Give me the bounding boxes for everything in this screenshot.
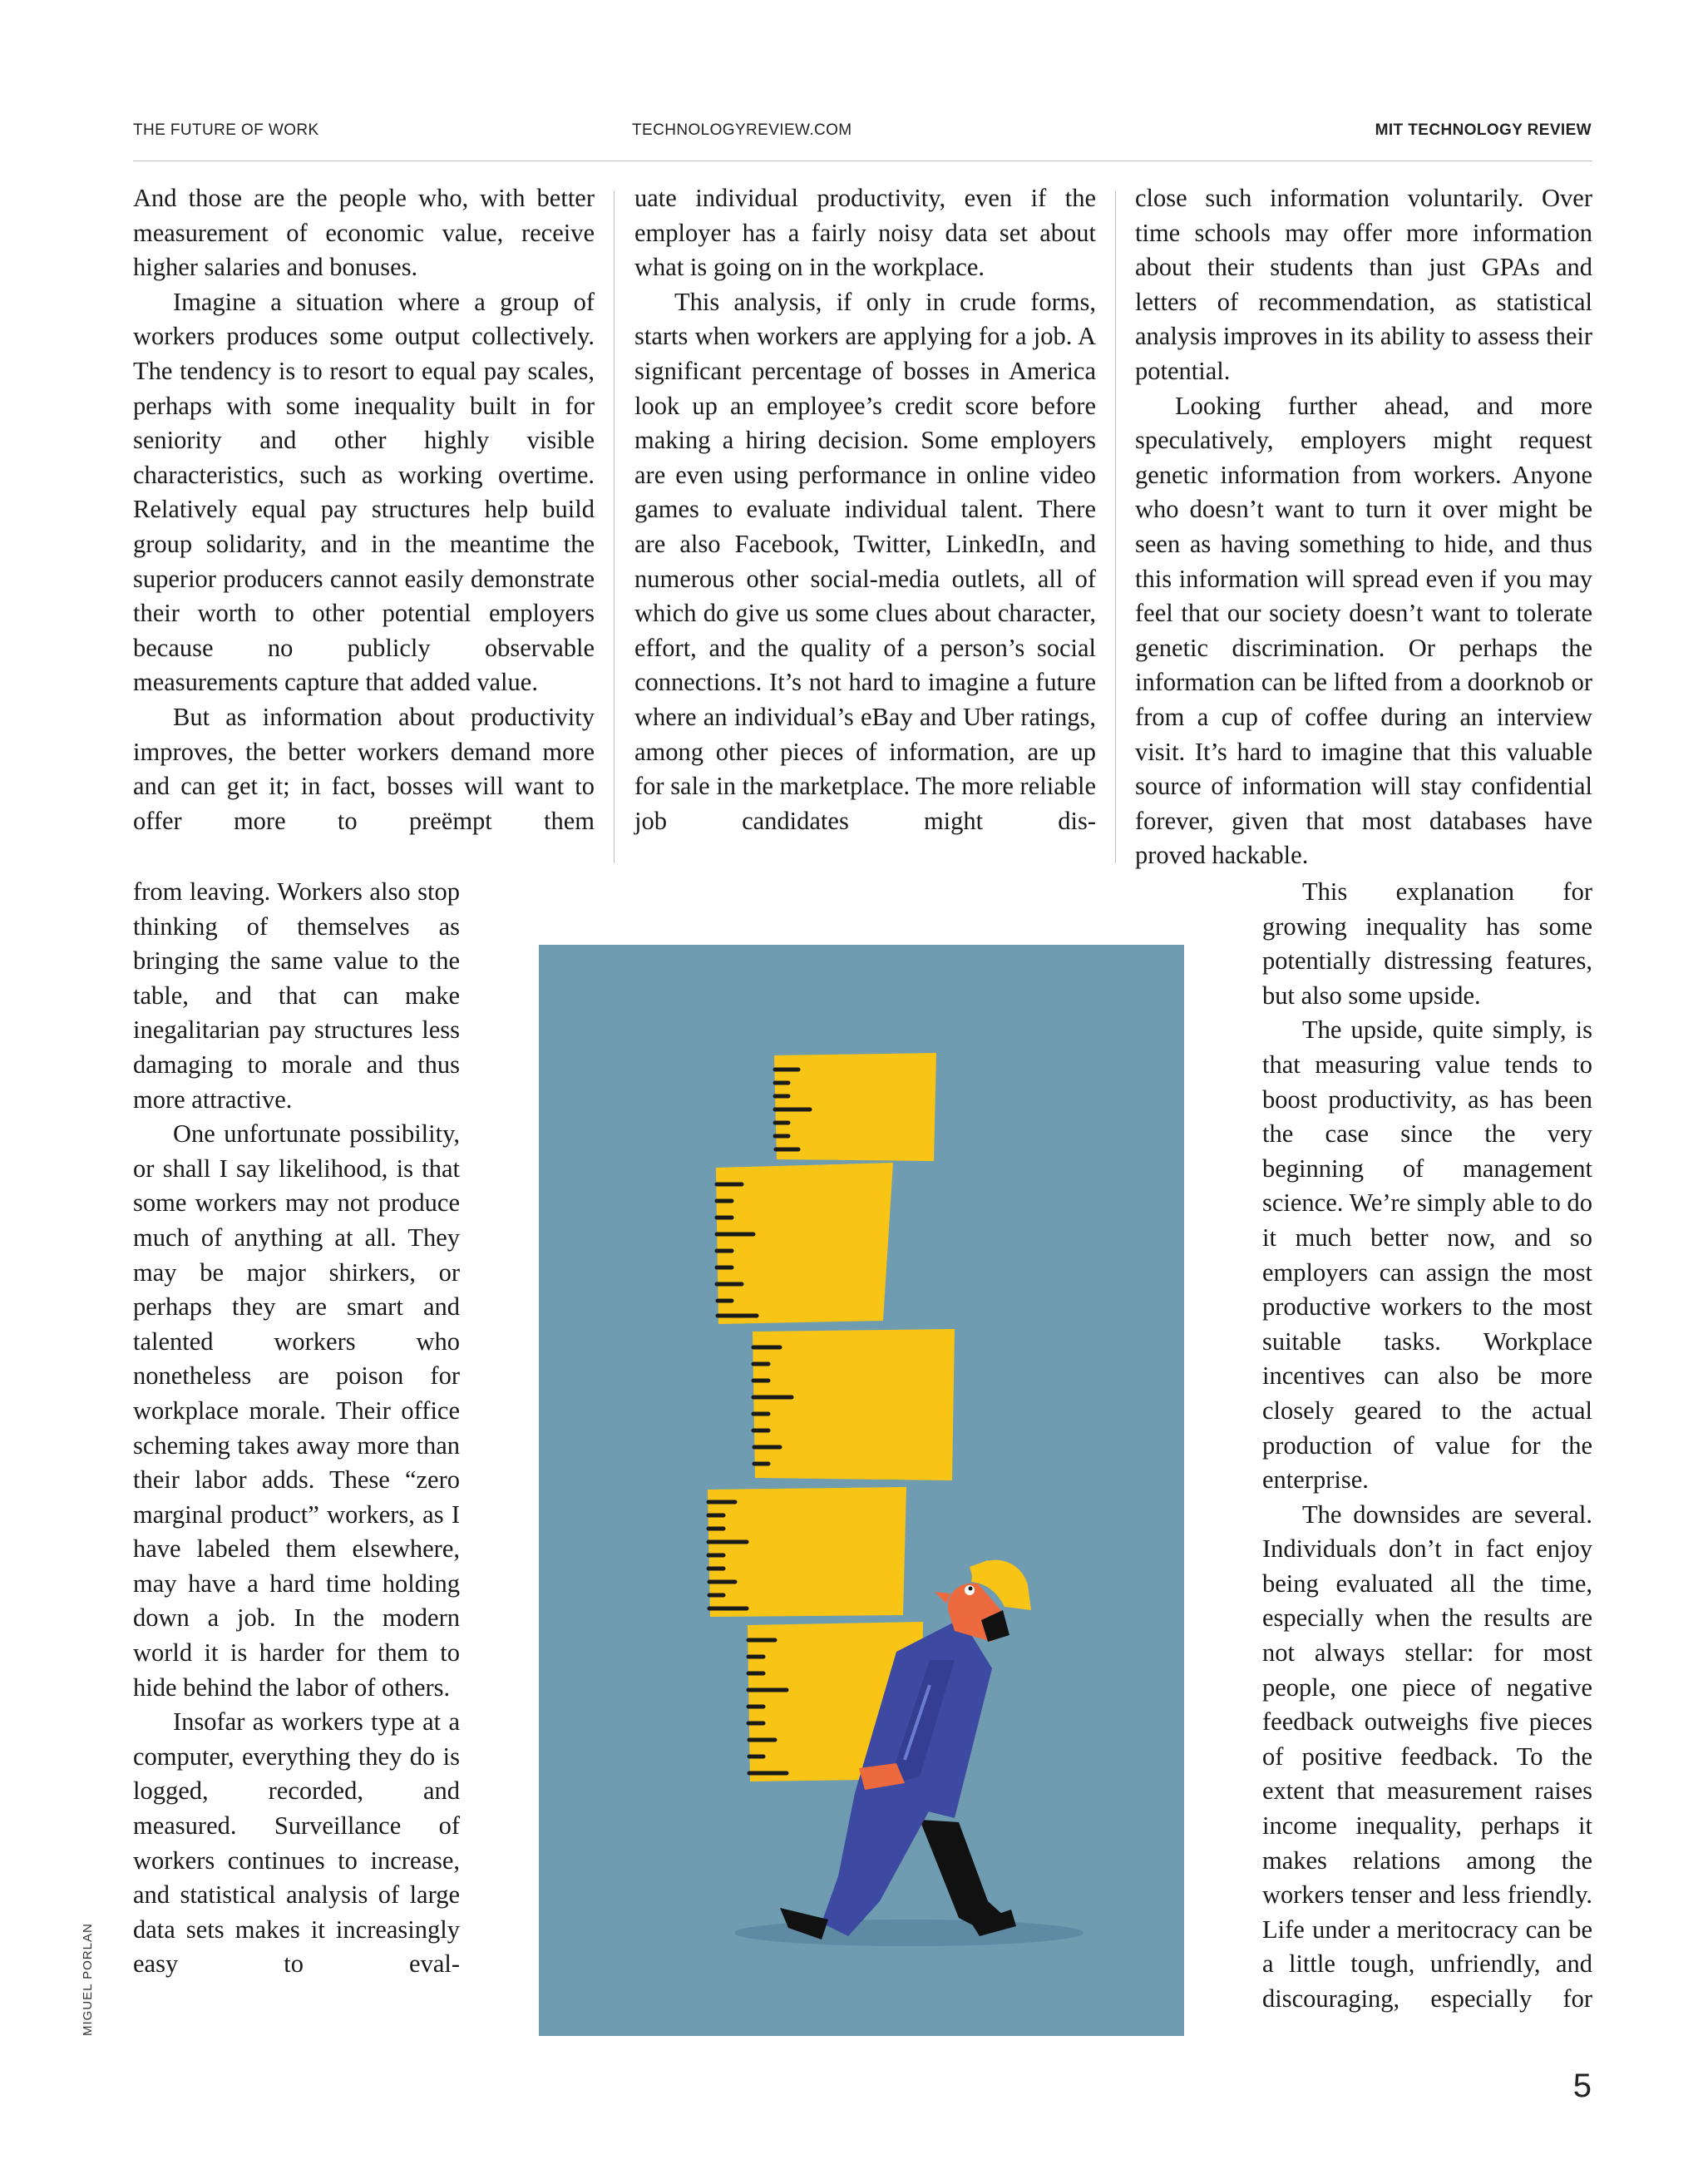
paragraph: close such information voluntarily. Over time schools may offer more information about their students than just GPAs and letters of recommendation, as statistical analysis improves in its ability to assess their potential. bbox=[1135, 184, 1592, 385]
paragraph: from leaving. Workers also stop thinking of themselves as bringing the same value to the table, and that can make inegalitarian pay structures less damaging to morale and thus more attractive. bbox=[133, 877, 460, 1114]
right-narrow-column bbox=[1262, 875, 1592, 2017]
section-label: THE FUTURE OF WORK bbox=[133, 121, 319, 139]
paragraph: This explanation for growing inequality has some potentially distressing features, but also some upside. bbox=[1262, 877, 1592, 1010]
page-number: 5 bbox=[1572, 2068, 1592, 2104]
publication-name: MIT TECHNOLOGY REVIEW bbox=[1375, 121, 1592, 139]
site-url: TECHNOLOGYREVIEW.COM bbox=[632, 121, 852, 139]
paragraph: But as information about productivity improves, the better workers demand more and can get it; in fact, bosses will want to offer more to preëmpt them bbox=[133, 702, 595, 835]
column-1 bbox=[133, 181, 595, 838]
column-rule-2 bbox=[1115, 191, 1116, 863]
paragraph: One unfortunate possibility, or shall I say likelihood, is that some workers may not produce much of anything at all. They may be major shirkers, or perhaps they are smart and talented workers who nonetheless are poison for workplace morale. Their office scheming takes away more than their labor adds. These “zero marginal product” workers, as I have labeled them elsewhere, may have a hard time holding down a job. In the modern world it is harder for them to hide behind the labor of others. bbox=[133, 1119, 460, 1702]
illustration bbox=[539, 945, 1184, 2036]
ruler-block-4 bbox=[708, 1487, 906, 1617]
ruler-block-3 bbox=[753, 1329, 955, 1480]
left-narrow-column bbox=[133, 875, 460, 1982]
paragraph: The upside, quite simply, is that measuring value tends to boost productivity, as has been the case since the very beginning of management science. We’re simply able to do it much better now, and so employers can assign the most productive workers to the most suitable tasks. Workplace incentives can also be more closely geared to the actual production of value for the enterprise. bbox=[1262, 1015, 1592, 1495]
paragraph: Looking further ahead, and more speculatively, employers might request genetic information from workers. Anyone who doesn’t want to turn it over might be seen as having something to hide, and thus this information will spread even if you may feel that our society doesn’t want to tolerate genetic discrimination. Or perhaps the information can be lifted from a doorknob or from a cup of coffee during an interview visit. It’s hard to imagine that this valuable source of information will stay confidential forever, given that most databases have proved hackable. bbox=[1135, 391, 1592, 870]
illustration-credit: MIGUEL PORLAN bbox=[81, 1923, 95, 2036]
paragraph: The downsides are several. Individuals don’t in fact enjoy being evaluated all the time, especially when the results are not always stellar: for most people, one piece of negative feedback outweighs five pieces of positive feedback. To the extent that measurement raises income inequality, perhaps it makes relations among the workers tenser and less friendly. Life under a meritocracy can be a little tough, unfriendly, and discouraging, especially for bbox=[1262, 1500, 1592, 2013]
paragraph: Insofar as workers type at a computer, everything they do is logged, recorded, and measured. Surveillance of workers continues to increase, and statistical analysis of large data sets makes it increasingly easy to eval- bbox=[133, 1707, 460, 1979]
ruler-block-1 bbox=[774, 1053, 936, 1161]
paragraph: uate individual productivity, even if the employer has a fairly noisy data set about what is going on in the workplace. bbox=[634, 184, 1096, 282]
ruler-block-2 bbox=[716, 1163, 893, 1324]
column-3 bbox=[1135, 181, 1592, 873]
paragraph: And those are the people who, with better measurement of economic value, receive higher salaries and bonuses. bbox=[133, 184, 595, 282]
column-2 bbox=[634, 181, 1096, 838]
paragraph: This analysis, if only in crude forms, starts when workers are applying for a job. A significant percentage of bosses in America look up an employee’s credit score before making a hiring decision. Some employers are even using performance in online video games to evaluate individual talent. There are also Facebook, Twitter, LinkedIn, and numerous other social-media outlets, all of which do give us some clues about character, effort, and the quality of a person’s social connections. It’s not hard to imagine a future where an individual’s eBay and Uber ratings, among other pieces of information, are up for sale in the marketplace. The more reliable job candidates might dis- bbox=[634, 287, 1096, 835]
paragraph: Imagine a situation where a group of workers produces some output collectively. The tendency is to resort to equal pay scales, perhaps with some inequality built in for seniority and other highly visible characteristics, such as working overtime. Relatively equal pay structures help build group solidarity, and in the meantime the superior producers cannot easily demonstrate their worth to other potential employers because no publicly observable measurements capture that added value. bbox=[133, 287, 595, 697]
column-rule-1 bbox=[614, 191, 615, 863]
